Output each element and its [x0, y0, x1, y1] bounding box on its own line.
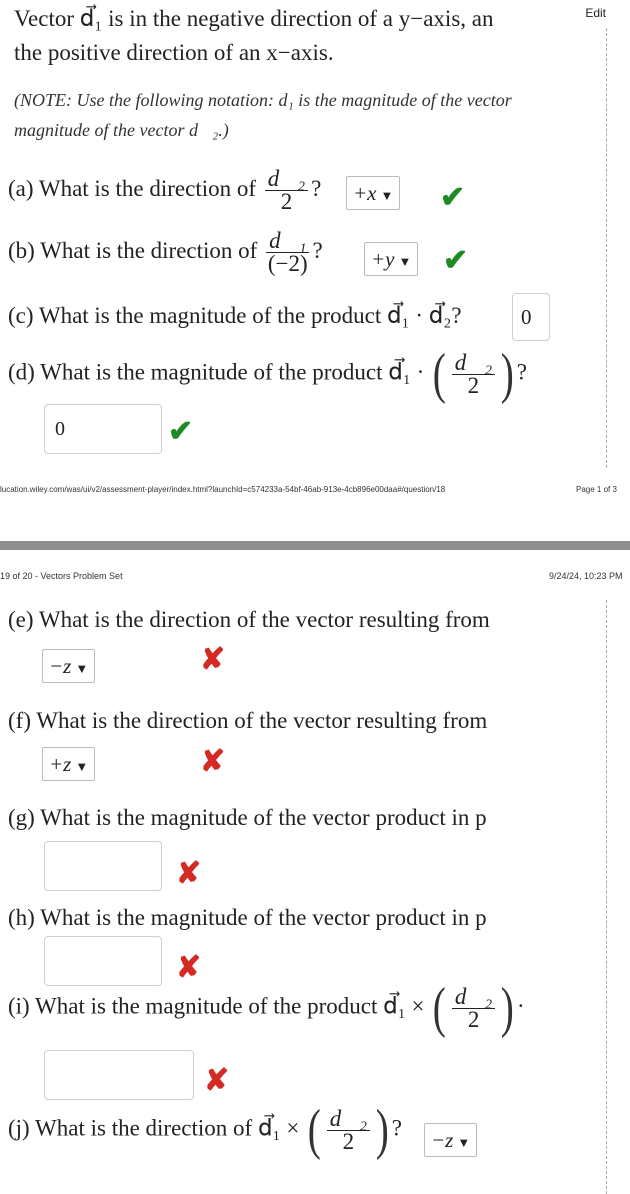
fraction-i	[452, 983, 495, 1032]
fraction-b	[266, 230, 309, 275]
question-a-prefix: (a) What is the direction of	[8, 175, 257, 201]
fraction-d	[452, 349, 495, 398]
answer-h-input[interactable]	[44, 936, 162, 986]
fraction-d-num: d⃗₂	[452, 352, 495, 375]
header-right: 9/24/24, 10:23 PM	[549, 571, 623, 581]
fraction-i-num: d⃗₂	[452, 986, 495, 1009]
question-a-suffix: ?	[311, 175, 322, 201]
answer-i-input[interactable]	[44, 1050, 194, 1100]
page-label: Page 1 of 3	[576, 485, 617, 494]
question-h: (h) What is the magnitude of the vector product in p	[8, 905, 487, 930]
fraction-b-num: d⃗₁	[266, 230, 309, 253]
header-left: 19 of 20 - Vectors Problem Set	[0, 571, 123, 581]
cross-icon: ✘	[200, 642, 226, 677]
fraction-d-den: 2	[467, 372, 480, 398]
answer-c-input[interactable]: 0	[512, 293, 550, 341]
fraction-j	[327, 1105, 370, 1154]
cross-icon: ✘	[204, 1063, 230, 1098]
intro-line-1: Vector d⃗₁ is in the negative direction of a y−axis, an	[14, 6, 494, 31]
answer-f-select[interactable]	[42, 747, 95, 781]
note-line-1: (NOTE: Use the following notation: d₁ is the magnitude of the vector	[14, 90, 512, 110]
question-c: (c) What is the magnitude of the product d⃗₁ · d⃗₂?	[8, 303, 462, 328]
answer-b-select[interactable]	[364, 242, 418, 276]
right-paren: )	[375, 1099, 389, 1161]
left-paren: (	[307, 1099, 321, 1161]
right-paren: )	[500, 343, 514, 405]
question-d-prefix: (d) What is the magnitude of the product d⃗₁ ·	[8, 359, 425, 385]
margin-dashed-line-lower	[606, 600, 607, 1194]
question-j-suffix: ?	[391, 1115, 402, 1141]
chevron-down-icon: ▼	[75, 661, 89, 676]
answer-e-select[interactable]	[42, 649, 95, 683]
answer-d-input[interactable]: 0	[44, 404, 162, 454]
fraction-a-den: 2	[280, 189, 293, 214]
question-a	[8, 168, 321, 213]
answer-a-select[interactable]	[346, 176, 400, 210]
answer-f-value: +z	[49, 752, 72, 776]
answer-e-value: −z	[49, 654, 72, 678]
page-separator	[0, 541, 630, 550]
chevron-down-icon: ▼	[398, 254, 412, 269]
question-f: (f) What is the direction of the vector resulting from	[8, 708, 488, 733]
question-b-prefix: (b) What is the direction of	[8, 237, 258, 263]
answer-b-value: +y	[371, 247, 395, 271]
question-j	[8, 1099, 402, 1161]
answer-j-select[interactable]	[424, 1123, 477, 1157]
left-paren: (	[433, 977, 447, 1039]
question-e: (e) What is the direction of the vector resulting from	[8, 607, 490, 632]
question-g: (g) What is the magnitude of the vector product in p	[8, 805, 487, 830]
question-d	[8, 343, 527, 405]
question-d-suffix: ?	[516, 359, 527, 385]
intro-line-2: the positive direction of an x−axis.	[14, 40, 334, 65]
fraction-a	[265, 168, 308, 213]
chevron-down-icon: ▼	[457, 1135, 471, 1150]
chevron-down-icon: ▼	[75, 759, 89, 774]
fraction-j-den: 2	[342, 1128, 355, 1154]
note-line-2: magnitude of the vector d⃗₂.)	[14, 120, 229, 140]
question-j-prefix: (j) What is the direction of d⃗₁ ×	[8, 1115, 300, 1141]
answer-j-value: −z	[431, 1128, 454, 1152]
cross-icon: ✘	[176, 950, 202, 985]
question-i-prefix: (i) What is the magnitude of the product d⃗₁ ×	[8, 993, 425, 1019]
left-paren: (	[432, 343, 446, 405]
answer-a-value: +x	[353, 181, 377, 205]
question-b-suffix: ?	[312, 237, 323, 263]
question-i	[8, 977, 525, 1039]
cross-icon: ✘	[176, 856, 202, 891]
right-paren: )	[501, 977, 515, 1039]
fraction-j-num: d⃗₂	[327, 1108, 370, 1131]
checkmark-icon: ✔	[443, 243, 469, 278]
edit-button[interactable]: Edit	[585, 6, 606, 20]
fraction-i-den: 2	[467, 1006, 480, 1032]
question-b	[8, 230, 323, 275]
checkmark-icon: ✔	[440, 180, 466, 215]
cross-icon: ✘	[200, 744, 226, 779]
footer-url: lucation.wiley.com/was/ui/v2/assessment-player/index.html?launchId=c574233a-54bf-46ab-913e-4cb896e00daa#/question/18	[0, 485, 446, 494]
fraction-a-num: d⃗₂	[265, 168, 308, 191]
answer-g-input[interactable]	[44, 841, 162, 891]
margin-dashed-line	[606, 28, 607, 468]
question-i-suffix: ·	[516, 993, 525, 1019]
chevron-down-icon: ▼	[380, 188, 394, 203]
fraction-b-den: (−2)	[267, 251, 308, 276]
checkmark-icon: ✔	[168, 414, 194, 449]
